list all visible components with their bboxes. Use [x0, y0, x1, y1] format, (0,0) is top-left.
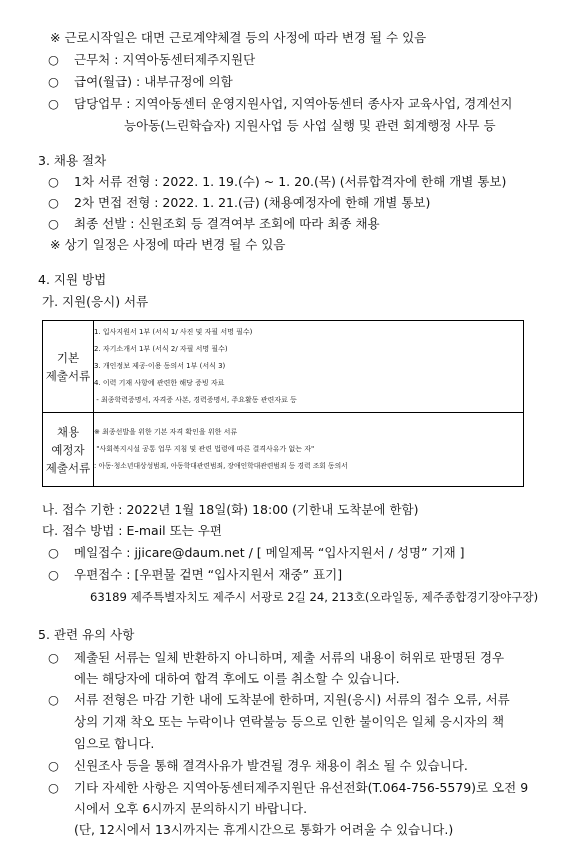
notice-2-line-3: 임으로 합니다.: [74, 736, 155, 751]
section-3-heading: 3. 채용 절차: [38, 153, 107, 168]
list-item: 1. 입사지원서 1부 (서식 1/ 사진 및 자필 서명 필수): [94, 328, 253, 336]
section-5-heading: 5. 관련 유의 사항: [38, 627, 135, 642]
notice-2-line-2: 상의 기재 착오 또는 누락이나 연락불능 등으로 인한 불이익은 일체 응시자의 책: [74, 714, 505, 729]
list-item: ※ 최종선발을 위한 기본 자격 확인을 위한 서류: [94, 428, 238, 436]
bullet-icon: ○: [48, 96, 59, 111]
address-line: 63189 제주특별자치도 제주시 서광로 2길 24, 213호(오라일동, 제주종합경기장야구장): [90, 590, 539, 604]
bullet-icon: ○: [48, 545, 59, 560]
email-line: 메일접수 : jjicare@daum.net / [ 메일제목 “입사지원서 / 성명” 기재 ]: [74, 545, 465, 560]
row-label: 채용 예정자 제출서류: [43, 413, 94, 487]
bullet-icon: ○: [48, 780, 59, 795]
row-content: [94, 413, 524, 487]
list-item: 3. 개인정보 제공·이용 동의서 1부 (서식 3): [94, 362, 226, 370]
bullet-icon: ○: [48, 692, 59, 707]
list-item: 4. 이력 기재 사항에 관련한 해당 증빙 자료: [94, 379, 225, 387]
step-1-line: 1차 서류 전형 : 2022. 1. 19.(수) ~ 1. 20.(목) (서류합격자에 한해 개별 통보): [74, 174, 507, 189]
salary-line: 급여(월급) : 내부규정에 의함: [74, 74, 233, 89]
notice-4-line-1: 기타 자세한 사항은 지역아동센터제주지원단 유선전화(T.064-756-5579)로 오전 9: [74, 780, 529, 795]
row-label: 기본 제출서류: [43, 321, 94, 413]
bullet-icon: ○: [48, 758, 59, 773]
schedule-note: ※ 상기 일정은 사정에 따라 변경 될 수 있음: [50, 237, 286, 252]
notice-4-line-3: (단, 12시에서 13시까지는 휴게시간으로 통화가 어려울 수 있습니다.): [74, 822, 454, 837]
notice-3-line: 신원조사 등을 통해 결격사유가 발견될 경우 채용이 취소 될 수 있습니다.: [74, 758, 468, 773]
list-item: - 최종학력증명서, 자격증 사본, 경력증명서, 주요활동 관련자료 등: [94, 396, 297, 404]
bullet-icon: ○: [48, 567, 59, 582]
duties-line-1: 담당업무 : 지역아동센터 운영지원사업, 지역아동센터 종사자 교육사업, 경계선지: [74, 96, 513, 111]
bullet-icon: ○: [48, 216, 59, 231]
workplace-line: 근무처 : 지역아동센터제주지원단: [74, 52, 256, 67]
list-item: : 아동·청소년대상성범죄, 아동학대관련범죄, 장애인학대관련범죄 등 경력 조회 동의서: [94, 462, 348, 470]
list-item: "사회복지시설 공통 업무 지침 및 관련 법령에 따른 결격사유가 없는 자": [94, 445, 315, 453]
step-3-line: 최종 선발 : 신원조회 등 결격여부 조회에 따라 최종 채용: [74, 216, 380, 231]
note-start-date: ※ 근로시작일은 대면 근로계약체결 등의 사정에 따라 변경 될 수 있음: [50, 30, 427, 45]
deadline-line: 나. 접수 기한 : 2022년 1월 18일(화) 18:00 (기한내 도착분에 한함): [42, 502, 419, 517]
post-line: 우편접수 : [우편물 겉면 “입사지원서 재중” 표기]: [74, 567, 343, 582]
list-item: 2. 자기소개서 1부 (서식 2/ 자필 서명 필수): [94, 345, 228, 353]
notice-2-line-1: 서류 전형은 마감 기한 내에 도착분에 한하며, 지원(응시) 서류의 접수 오류, 서류: [74, 692, 510, 707]
bullet-icon: ○: [48, 174, 59, 189]
notice-4-line-2: 시에서 오후 6시까지 문의하시기 바랍니다.: [74, 801, 308, 816]
notice-1-line-1: 제출된 서류는 일체 반환하지 아니하며, 제출 서류의 내용이 허위로 판명된 경우: [74, 650, 505, 665]
step-2-line: 2차 면접 전형 : 2022. 1. 21.(금) (채용예정자에 한해 개별 통보): [74, 195, 431, 210]
section-4-heading: 4. 지원 방법: [38, 272, 107, 287]
bullet-icon: ○: [48, 650, 59, 665]
row-content: [94, 321, 524, 413]
sub-heading-ga: 가. 지원(응시) 서류: [42, 294, 149, 309]
notice-1-line-2: 에는 해당자에 대하여 합격 후에도 이를 취소할 수 있습니다.: [74, 671, 400, 686]
bullet-icon: ○: [48, 52, 59, 67]
duties-line-2: 능아동(느린학습자) 지원사업 등 사업 실행 및 관련 회계행정 사무 등: [124, 118, 496, 133]
documents-table: [42, 320, 524, 487]
table-row: [43, 321, 524, 413]
table-row: [43, 413, 524, 487]
method-line: 다. 접수 방법 : E-mail 또는 우편: [42, 523, 222, 538]
bullet-icon: ○: [48, 74, 59, 89]
bullet-icon: ○: [48, 195, 59, 210]
